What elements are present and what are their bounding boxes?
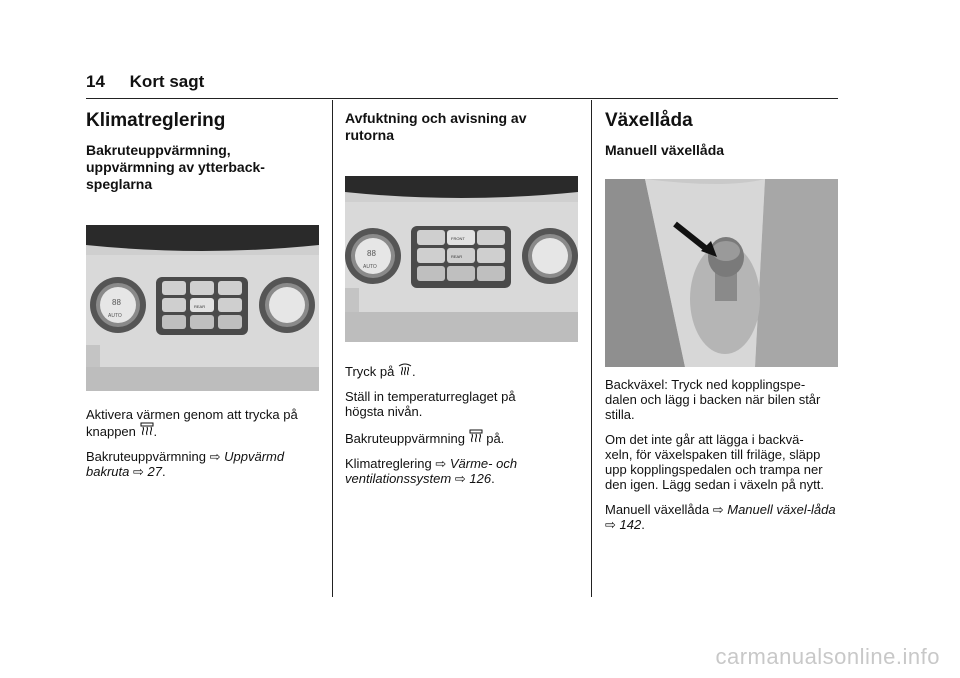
paragraph-reference-manual: Manuell växellåda ⇨ Manuell växel-låda ⇨ 142.	[605, 502, 836, 532]
page-arrow-icon: ⇨	[133, 464, 144, 479]
subheading-manual-transmission: Manuell växellåda	[605, 142, 725, 158]
column-2	[345, 110, 579, 496]
paragraph-reverse: Backväxel: Tryck ned kopplingspe-dalen och lägg i backen när bilen står stilla.	[605, 377, 821, 422]
page-header	[86, 72, 204, 92]
column-divider-2	[591, 100, 592, 597]
auto-label: AUTO	[108, 313, 122, 319]
link-manuell-vaxellada[interactable]: Manuell växel-låda	[727, 502, 836, 517]
paragraph-reference-rear: Bakruteuppvärmning ⇨ Uppvärmd bakruta ⇨ 27.	[86, 449, 285, 479]
subheading-rear-defrost: Bakruteuppvärmning, uppvärmning av ytterback-speglarna	[86, 142, 265, 192]
section-heading-climate: Klimatreglering	[86, 110, 226, 131]
page-ref-27[interactable]: 27	[147, 464, 162, 479]
svg-text:AUTO: AUTO	[363, 264, 377, 270]
link-varme-ventilation[interactable]: Värme- och ventilationssystem	[345, 456, 518, 486]
subheading-defog: Avfuktning och avisning av rutorna	[345, 110, 527, 143]
column-3	[605, 110, 839, 542]
paragraph-temperature: Ställ in temperaturreglaget på högsta nivån.	[345, 389, 516, 419]
column-1	[86, 110, 320, 489]
paragraph-reference-climate: Klimatreglering ⇨ Värme- och ventilationssystem ⇨ 126.	[345, 456, 518, 486]
page-ref-142[interactable]: 142	[619, 517, 642, 532]
gear-lever-figure	[605, 179, 838, 367]
svg-text:REAR: REAR	[451, 254, 463, 259]
page-title: Kort sagt	[129, 72, 205, 91]
temp-readout: 88	[112, 298, 121, 307]
front-label: FRONT	[451, 236, 465, 241]
reference-arrow-icon: ⇨	[435, 456, 447, 471]
rear-defrost-icon-2	[469, 429, 483, 446]
front-defrost-icon	[398, 362, 412, 379]
page-number: 14	[86, 72, 105, 91]
watermark: carmanualsonline.info	[715, 644, 940, 669]
climate-panel-figure-1	[86, 225, 319, 391]
svg-text:88: 88	[367, 249, 376, 258]
page-arrow-icon: ⇨	[454, 471, 466, 486]
paragraph-rear-defrost-on: Bakruteuppvärmning på.	[345, 431, 505, 446]
rear-defrost-icon	[140, 422, 154, 439]
link-uppvarmd-bakruta[interactable]: Uppvärmd bakruta	[86, 449, 285, 479]
page-ref-126[interactable]: 126	[469, 471, 492, 486]
reference-arrow-icon: ⇨	[209, 449, 221, 464]
paragraph-activate-heat: Aktivera värmen genom att trycka på knappen .	[86, 407, 298, 439]
header-divider	[86, 98, 838, 99]
paragraph-reverse-retry: Om det inte går att lägga i backvä-xeln, för växelspaken till friläge, släpp upp kopplingspedalen och trampa ner den igen. Lägg sedan i växeln på nytt.	[605, 432, 824, 492]
reference-arrow-icon: ⇨	[712, 502, 724, 517]
rear-label: REAR	[194, 304, 206, 309]
column-divider-1	[332, 100, 333, 597]
page-arrow-icon: ⇨	[605, 517, 616, 532]
paragraph-press-front: Tryck på .	[345, 364, 416, 379]
section-heading-transmission: Växellåda	[605, 110, 693, 131]
climate-panel-figure-2	[345, 176, 578, 342]
